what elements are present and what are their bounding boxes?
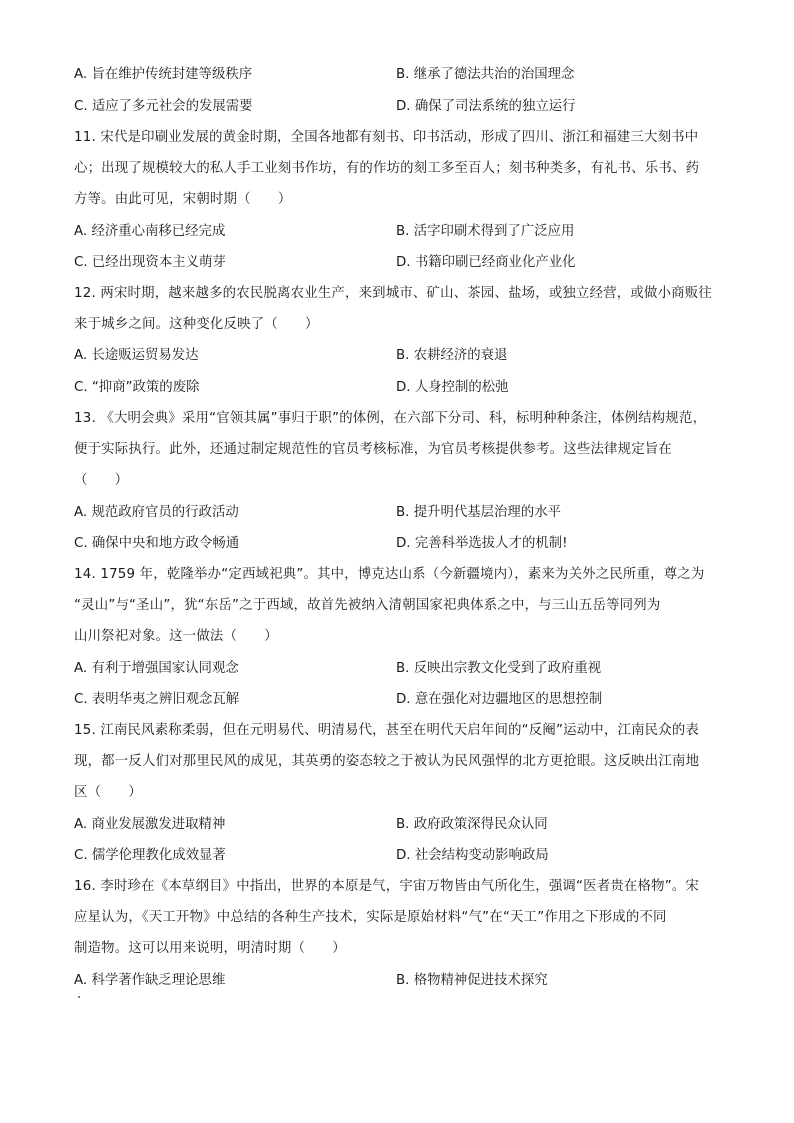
q11-stem-line-2: 心；出现了规模较大的私人手工业刻书作坊，有的作坊的刻工多至百人；刻书种类多，有礼书、乐书、药 [74,161,700,176]
q15-stem-line-1: 15. 江南民风素称柔弱，但在元明易代、明清易代，甚至在明代天启年间的“反阉”运动中，江南民众的表 [74,723,700,738]
q13-stem-line-2: 便于实际执行。此外，还通过制定规范性的官员考核标准，为官员考核提供参考。这些法律规定旨在 [74,442,672,457]
q11-stem-line-3: 方等。由此可见，宋朝时期（ ） [74,192,292,207]
scan-speck [78,996,80,998]
q13-option-a: A. 规范政府官员的行政活动 [74,505,239,520]
q13-option-b: B. 提升明代基层治理的水平 [396,505,561,520]
q10-option-c: C. 适应了多元社会的发展需要 [74,99,253,114]
q12-stem-line-2: 来于城乡之间。这种变化反映了（ ） [74,317,319,332]
q14-stem-line-3: 山川祭祀对象。这一做法（ ） [74,629,278,644]
q10-option-b: B. 继承了德法共治的治国理念 [396,67,575,82]
q15-stem-line-2: 现，都一反人们对那里民风的成见，其英勇的姿态较之于被认为民风强悍的北方更抢眼。这反映出江南地 [74,754,700,769]
q15-option-b: B. 政府政策深得民众认同 [396,817,548,832]
q11-option-b: B. 活字印刷术得到了广泛应用 [396,224,575,239]
q14-option-d: D. 意在强化对边疆地区的思想控制 [396,692,603,707]
q14-stem-line-2: “灵山”与“圣山”，犹“东岳”之于西域，故首先被纳入清朝国家祀典体系之中，与三山五岳等同列为 [74,598,661,613]
q10-option-d: D. 确保了司法系统的独立运行 [396,99,576,114]
q16-stem-line-3: 制造物。这可以用来说明，明清时期（ ） [74,941,346,956]
q14-stem-line-1: 14. 1759 年，乾隆举办“定西域祀典”。其中，博克达山系（今新疆境内），素来为关外之民所重，尊之为 [74,567,705,582]
q11-option-a: A. 经济重心南移已经完成 [74,224,226,239]
q14-option-b: B. 反映出宗教文化受到了政府重视 [396,661,602,676]
q12-stem-line-1: 12. 两宋时期，越来越多的农民脱离农业生产，来到城市、矿山、茶园、盐场，或独立经营，或做小商贩往 [74,286,712,301]
q16-option-a: A. 科学著作缺乏理论思维 [74,973,226,988]
q13-option-c: C. 确保中央和地方政令畅通 [74,536,240,551]
q12-option-c: C. “抑商”政策的废除 [74,380,200,395]
q12-option-b: B. 农耕经济的衰退 [396,348,508,363]
q15-stem-line-3: 区（ ） [74,785,142,800]
q11-option-d: D. 书籍印刷已经商业化产业化 [396,255,576,270]
q15-option-d: D. 社会结构变动影响政局 [396,848,549,863]
q13-stem-line-3: （ ） [74,473,129,488]
q16-option-b: B. 格物精神促进技术探究 [396,973,548,988]
q14-option-a: A. 有利于增强国家认同观念 [74,661,239,676]
q13-stem-line-1: 13. 《大明会典》采用“官领其属”事归于职”的体例，在六部下分司、科，标明种种条注，体例结构规范， [74,411,707,426]
q15-option-a: A. 商业发展激发进取精神 [74,817,226,832]
q12-option-a: A. 长途贩运贸易发达 [74,348,199,363]
q13-option-d: D. 完善科举选拔人才的机制! [396,536,568,551]
q12-option-d: D. 人身控制的松弛 [396,380,509,395]
q11-option-c: C. 已经出现资本主义萌芽 [74,255,226,270]
q10-option-a: A. 旨在维护传统封建等级秩序 [74,67,253,82]
q15-option-c: C. 儒学伦理教化成效显著 [74,848,226,863]
q16-stem-line-2: 应星认为，《天工开物》中总结的各种生产技术，实际是原始材料“气”在“天工”作用之下形成的不同 [74,910,667,925]
q11-stem-line-1: 11. 宋代是印刷业发展的黄金时期，全国各地都有刻书、印书活动，形成了四川、浙江和福建三大刻书中 [74,130,699,145]
q16-stem-line-1: 16. 李时珍在《本草纲目》中指出，世界的本原是气，宇宙万物皆由气所化生，强调“医者贵在格物”。宋 [74,879,700,894]
q14-option-c: C. 表明华夷之辨旧观念瓦解 [74,692,240,707]
